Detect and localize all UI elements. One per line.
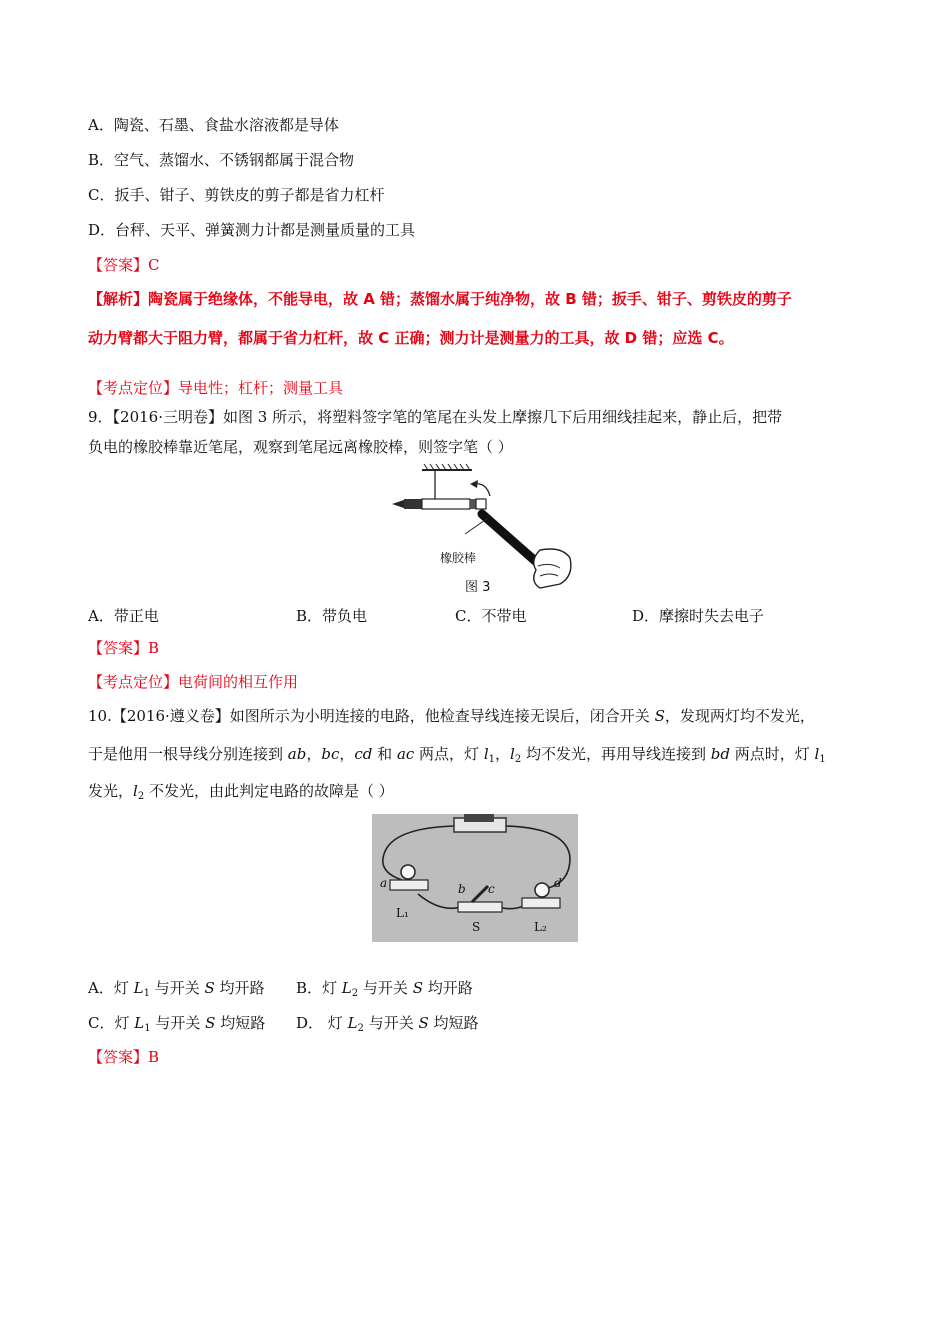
q10-stem-text: 两点，灯 bbox=[414, 745, 484, 763]
q10-stem-text: ，发现两灯均不发光， bbox=[664, 707, 815, 725]
q10-option-text: C．灯 bbox=[88, 1014, 135, 1032]
q10-point-pair: ac bbox=[396, 745, 415, 763]
q10-option-text: 均开路 bbox=[214, 979, 265, 997]
q10-point-pair: bd bbox=[710, 745, 730, 763]
q9-option-a: A．带正电 bbox=[88, 607, 159, 625]
q10-lamp-symbol: L bbox=[133, 979, 144, 997]
q10-answer: 【答案】B bbox=[88, 1048, 160, 1066]
q10-point-pair: ab bbox=[287, 745, 307, 763]
q10-switch-symbol: S bbox=[205, 1014, 216, 1032]
q10-stem-line-2 bbox=[88, 743, 826, 771]
q9-topic: 【考点定位】电荷间的相互作用 bbox=[88, 673, 299, 691]
q10-circuit-photo bbox=[372, 814, 578, 942]
q10-lamp-symbol: l bbox=[483, 745, 489, 763]
q10-stem-text: 和 bbox=[372, 745, 397, 763]
q10-stem-line-1 bbox=[88, 705, 815, 727]
q10-lamp-subscript: 2 bbox=[137, 791, 145, 802]
q10-option-text: 均短路 bbox=[215, 1014, 266, 1032]
q8-analysis-line-2: 动力臂都大于阻力臂，都属于省力杠杆，故 C 正确；测力计是测量力的工具，故 D 错；应选 C。 bbox=[88, 329, 734, 347]
q10-option-d bbox=[296, 1012, 479, 1040]
q10-stem-text: 发光， bbox=[88, 782, 134, 800]
q10-photo-label-s: S bbox=[472, 920, 481, 934]
q10-lamp-subscript: 1 bbox=[819, 754, 826, 765]
q9-stem-line-1: 9．【2016·三明卷】如图 3 所示，将塑料签字笔的笔尾在头发上摩擦几下后用细线挂起来，静止后，把带 bbox=[88, 408, 783, 426]
q10-lamp-symbol: L bbox=[341, 979, 352, 997]
q8-analysis-line-1: 【解析】陶瓷属于绝缘体，不能导电，故 A 错；蒸馏水属于纯净物，故 B 错；扳手、钳子、剪铁皮的剪子 bbox=[88, 290, 792, 308]
q10-option-b bbox=[296, 977, 473, 1005]
q10-lamp-subscript: 2 bbox=[351, 988, 359, 999]
q8-option-d: D．台秤、天平、弹簧测力计都是测量质量的工具 bbox=[88, 221, 416, 239]
q9-option-d: D．摩擦时失去电子 bbox=[632, 607, 765, 625]
q10-stem-text: 两点时，灯 bbox=[729, 745, 815, 763]
q10-switch-symbol: S bbox=[204, 979, 215, 997]
q10-lamp-subscript: 2 bbox=[357, 1023, 364, 1034]
q10-photo-label-l1: L₁ bbox=[396, 906, 409, 920]
q10-lamp-subscript: 2 bbox=[514, 754, 522, 765]
q10-option-text: 均开路 bbox=[422, 979, 473, 997]
q8-answer: 【答案】C bbox=[88, 256, 160, 274]
q10-photo-label-a: a bbox=[380, 876, 388, 890]
q8-option-b: B．空气、蒸馏水、不锈钢都属于混合物 bbox=[88, 151, 355, 169]
q10-option-text: 与开关 bbox=[150, 1014, 206, 1032]
q9-figure-rod-label: 橡胶棒 bbox=[440, 551, 477, 565]
q10-stem-text: ， bbox=[495, 745, 511, 763]
q9-answer: 【答案】B bbox=[88, 639, 160, 657]
q9-stem-line-2: 负电的橡胶棒靠近笔尾，观察到笔尾远离橡胶棒，则签字笔（ ） bbox=[88, 438, 513, 456]
q10-stem-text: 于是他用一根导线分别连接到 bbox=[88, 745, 288, 763]
q10-option-text: A．灯 bbox=[88, 979, 134, 997]
q9-figure-caption: 图 3 bbox=[465, 580, 491, 595]
q10-option-text: B．灯 bbox=[296, 979, 342, 997]
q9-option-c: C．不带电 bbox=[455, 607, 527, 625]
q10-point-pair: cd bbox=[354, 745, 373, 763]
q10-stem-line-3 bbox=[88, 780, 394, 808]
q10-stem-text: 10.【2016·遵义卷】如图所示为小明连接的电路，他检查导线连接无误后，闭合开关 bbox=[88, 707, 655, 725]
q10-photo-label-l2: L₂ bbox=[534, 920, 547, 934]
q10-lamp-symbol: L bbox=[134, 1014, 145, 1032]
q10-photo-label-d: d bbox=[554, 876, 562, 890]
q10-lamp-symbol: l bbox=[814, 745, 820, 763]
q10-lamp-subscript: 1 bbox=[144, 1023, 151, 1034]
q10-option-text: D． 灯 bbox=[296, 1014, 348, 1032]
q10-option-text: 与开关 bbox=[149, 979, 205, 997]
q10-option-a bbox=[88, 977, 265, 1005]
q10-switch-symbol: S bbox=[412, 979, 423, 997]
q10-photo-label-b: b bbox=[458, 882, 466, 896]
q8-option-c: C．扳手、钳子、剪铁皮的剪子都是省力杠杆 bbox=[88, 186, 385, 204]
q10-stem-text: ， bbox=[306, 745, 322, 763]
q10-lamp-subscript: 1 bbox=[143, 988, 150, 999]
q8-topic: 【考点定位】导电性；杠杆；测量工具 bbox=[88, 379, 344, 397]
q10-lamp-symbol: l bbox=[133, 782, 138, 800]
q10-switch-symbol: S bbox=[654, 707, 665, 725]
q10-photo-label-c: c bbox=[488, 882, 495, 896]
q10-option-c bbox=[88, 1012, 265, 1040]
q10-lamp-subscript: 1 bbox=[488, 754, 496, 765]
q10-stem-text: 均不发光，再用导线连接到 bbox=[521, 745, 711, 763]
q8-option-a: A．陶瓷、石墨、食盐水溶液都是导体 bbox=[88, 116, 339, 134]
q9-option-b: B．带负电 bbox=[296, 607, 368, 625]
q10-option-text: 与开关 bbox=[358, 979, 413, 997]
q10-stem-text: 不发光，由此判定电路的故障是（ ） bbox=[144, 782, 394, 800]
q10-switch-symbol: S bbox=[418, 1014, 429, 1032]
q10-point-pair: bc bbox=[321, 745, 340, 763]
q10-option-text: 与开关 bbox=[363, 1014, 419, 1032]
q10-lamp-symbol: L bbox=[347, 1014, 358, 1032]
q10-option-text: 均短路 bbox=[428, 1014, 479, 1032]
q10-lamp-symbol: l bbox=[510, 745, 515, 763]
q10-stem-text: ， bbox=[339, 745, 355, 763]
